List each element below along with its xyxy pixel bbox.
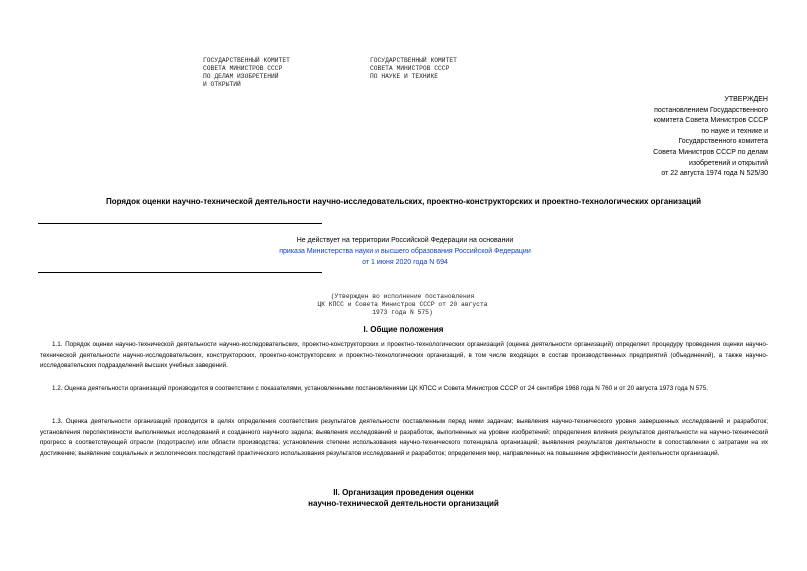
approval-line: комитета Совета Министров СССР (653, 117, 768, 125)
paragraph-1-1: 1.1. Порядок оценки научно-технической деятельности научно-исследовательских, проектно-конструкторских и проектно-технологических организаций (оценка деятельности организаций) определяет процедуру проведения оценки научно-технической деятельности научно-исследовательских, конструкторских, проектно-конструкторских и проектно-технологических организаций, в том числе входящих в состав производственных предприятий (объединений), а также научно-исследовательских подразделений высших учебных заведений. (40, 341, 768, 370)
approval-block (618, 95, 768, 180)
approval-line: от 22 августа 1974 года N 525/30 (661, 170, 768, 178)
header-left-line: ПО ДЕЛАМ ИЗОБРЕТЕНИЙ (203, 73, 279, 80)
section-2-title (20, 487, 787, 509)
approved-by-note (200, 293, 605, 317)
approved-by-line: ЦК КПСС и Совета Министров СССР от 20 августа (317, 301, 488, 308)
paragraph-1-3: 1.3. Оценка деятельности организаций проводится в целях определения соответствия результатов деятельности поставленным перед ними задачам; выявления научно-технического уровня завершенных исследований и разработок; установления перспективности выполняемых исследований и созданного научного задела; выявления исследований и разработок, выполненных на уровне изобретений; определения влияния результатов деятельности на научно-технический прогресс в соответствующей отрасли (подотрасли) или области производства; установления степени использования научно-технического потенциала организаций; выявления результатов деятельности в сопоставлении с затратами на их достижение; выявление социальных и экологических последствий практического использования результатов исследований и разработок; определения мер, направленных на повышение эффективности деятельности организаций. (40, 418, 768, 457)
notice-text: Не действует на территории Российской Федерации на основании (296, 237, 514, 244)
header-right-line: СОВЕТА МИНИСТРОВ СССР (370, 65, 450, 72)
header-committee-science (370, 57, 510, 81)
approval-line: Государственного комитета (678, 138, 768, 146)
document-title: Порядок оценки научно-технической деятельности научно-исследовательских, проектно-конструкторских и проектно-технологических организаций (105, 197, 702, 206)
approval-line: УТВЕРЖДЕН (724, 96, 768, 103)
divider-bottom (38, 272, 322, 273)
header-right-line: ГОСУДАРСТВЕННЫЙ КОМИТЕТ (370, 57, 457, 64)
section-2-title-line: II. Организация проведения оценки (333, 488, 474, 497)
order-date-link[interactable]: от 1 июня 2020 года N 694 (362, 258, 448, 266)
header-left-line: И ОТКРЫТИЙ (203, 81, 241, 88)
header-left-line: СОВЕТА МИНИСТРОВ СССР (203, 65, 283, 72)
approval-line: изобретений и открытий (689, 159, 768, 167)
header-committee-inventions (203, 57, 343, 89)
approval-line: постановлением Государственного (654, 106, 768, 114)
status-notice (200, 236, 610, 268)
approved-by-line: 1973 года N 575) (372, 309, 433, 316)
approved-by-line: (Утвержден во исполнение постановления (330, 293, 475, 300)
section-2-title-line: научно-технической деятельности организаций (308, 499, 499, 508)
divider-top (38, 223, 322, 224)
header-right-line: ПО НАУКЕ И ТЕХНИКЕ (370, 73, 439, 80)
paragraph-1-2: 1.2. Оценка деятельности организаций производится в соответствии с показателями, установленными постановлениями ЦК КПСС и Совета Министров СССР от 24 сентября 1968 года N 760 и от 20 августа 1973 года N 575. (52, 385, 709, 392)
section-1-title: I. Общие положения (363, 325, 444, 334)
order-link[interactable]: приказа Министерства науки и высшего образования Российской Федерации (279, 247, 531, 255)
approval-line: Совета Министров СССР по делам (653, 148, 768, 156)
header-left-line: ГОСУДАРСТВЕННЫЙ КОМИТЕТ (203, 57, 290, 64)
approval-line: по науке и технике и (701, 127, 768, 135)
